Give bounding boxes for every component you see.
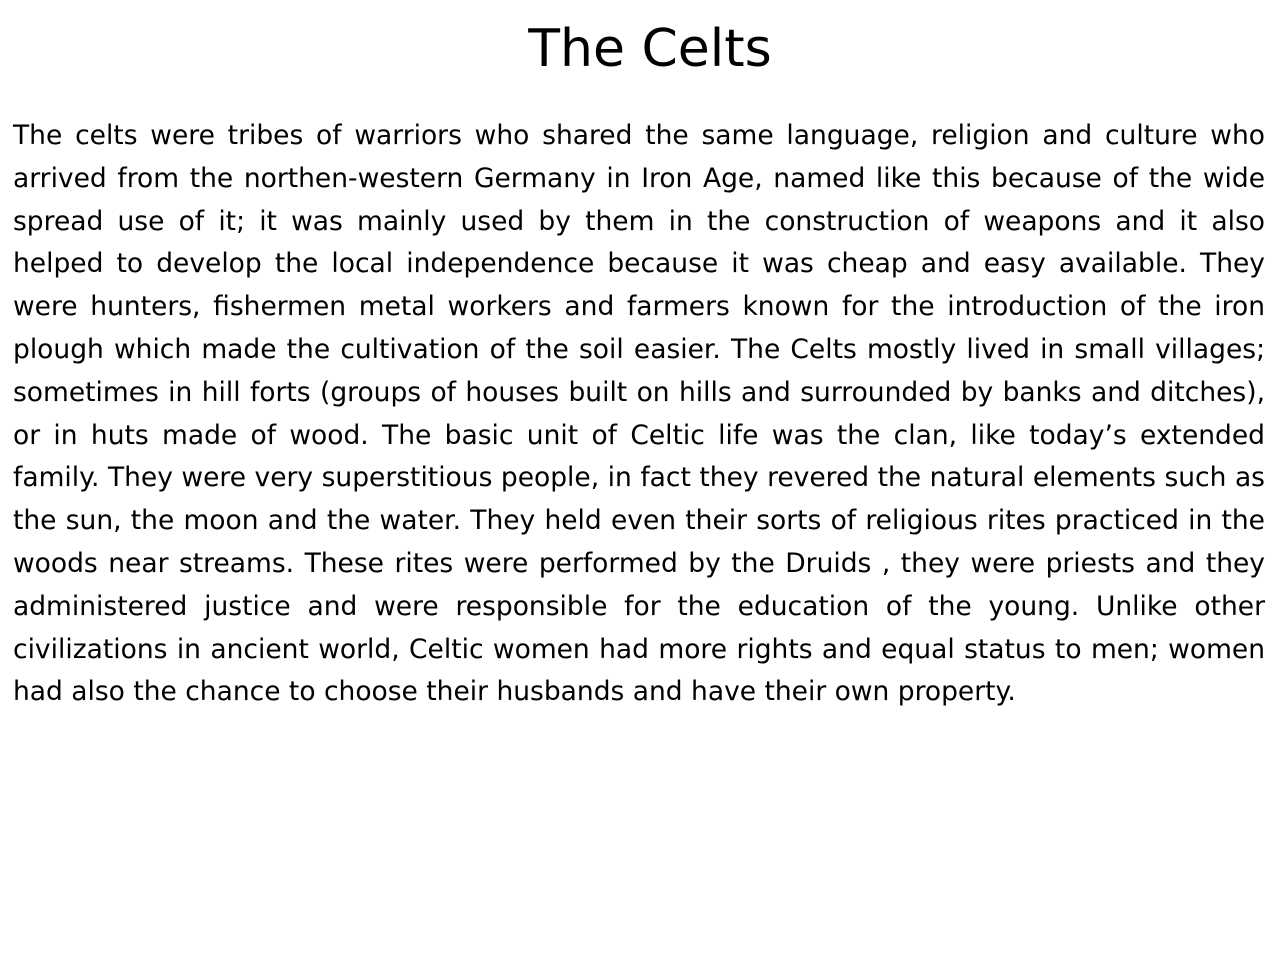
body-paragraph: The celts were tribes of warriors who shared the same language, religion and culture who arrived from the northen-western Germany in Iron Age, named like this because of the wide spread use of it; it was mainly used by them in the construction of weapons and it also helped to develop the local independence because it was cheap and easy available. They were hunters, fishermen metal workers and farmers known for the introduction of the iron plough which made the cultivation of the soil easier. The Celts mostly lived in small villages; sometimes in hill forts (groups of houses built on hills and surrounded by banks and ditches), or in huts made of wood. The basic unit of Celtic life was the clan, like today’s extended family. They were very superstitious people, in fact they revered the natural elements such as the sun, the moon and the water. They held even their sorts of religious rites practiced in the woods near streams. These rites were performed by the Druids , they were priests and they administered justice and were responsible for the education of the young. Unlike other civilizations in ancient world, Celtic women had more rights and equal status to men; women had also the chance to choose their husbands and have their own property. <box>13 120 1265 708</box>
slide-title: The Celts <box>528 19 772 79</box>
